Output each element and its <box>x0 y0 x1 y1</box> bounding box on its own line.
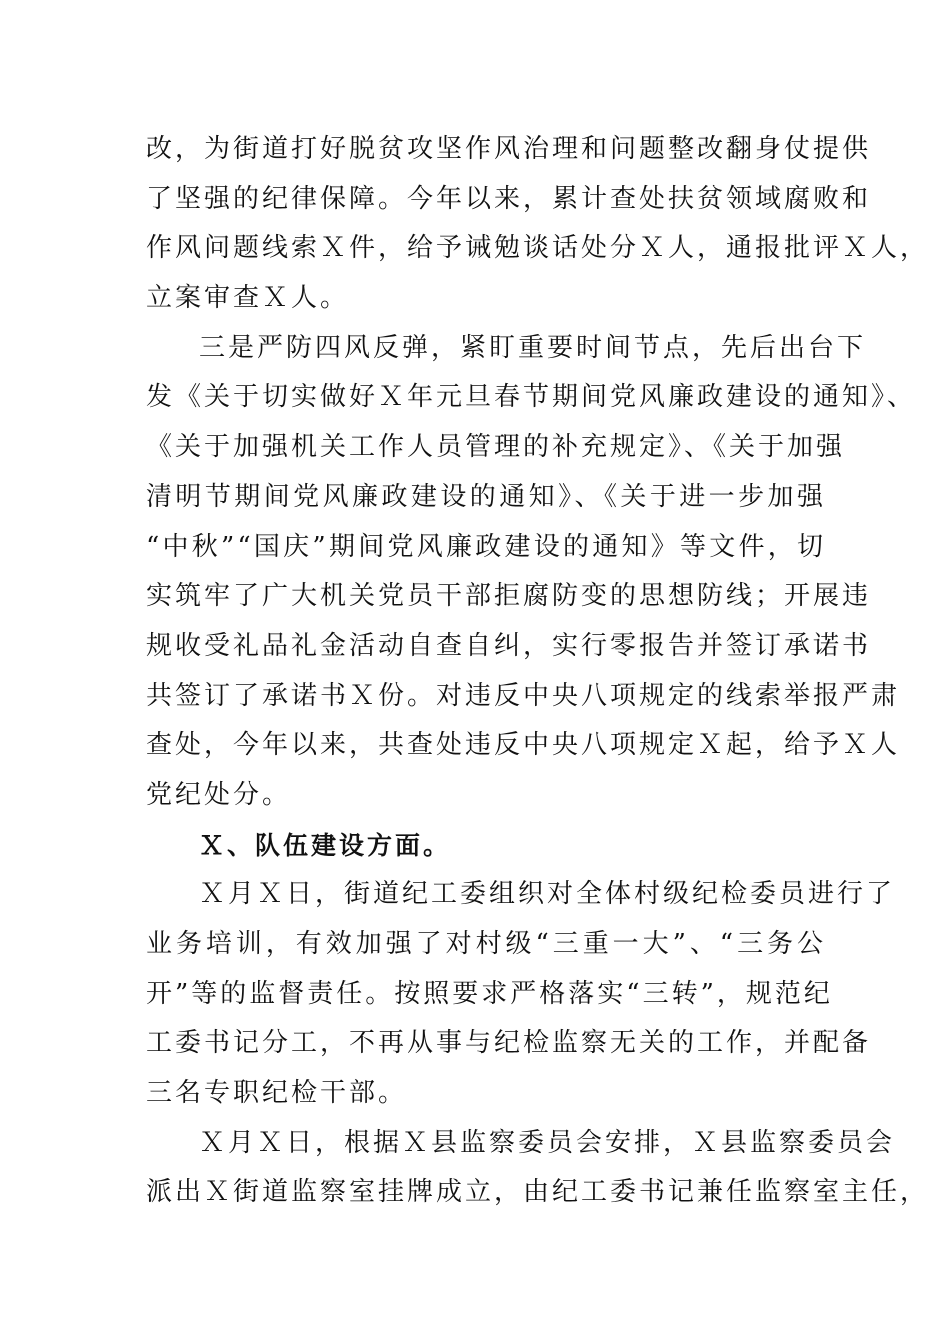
text-line: 作风问题线索Ｘ件，给予诫勉谈话处分Ｘ人，通报批评Ｘ人， <box>146 233 930 264</box>
text-line: Ｘ月Ｘ日，根据Ｘ县监察委员会安排，Ｘ县监察委员会 <box>199 1127 896 1158</box>
text-line: 规收受礼品礼金活动自查自纠，实行零报告并签订承诺书 <box>146 630 872 661</box>
text-line: 发《关于切实做好Ｘ年元旦春节期间党风廉政建设的通知》、 <box>146 382 917 413</box>
text-line: 业务培训，有效加强了对村级“三重一大”、“三务公 <box>146 929 826 959</box>
text-line: 《关于加强机关工作人员管理的补充规定》、《关于加强 <box>146 432 846 463</box>
text-line: 立案审查Ｘ人。 <box>146 283 350 314</box>
text-line: 共签订了承诺书Ｘ份。对违反中央八项规定的线索举报严肃 <box>146 680 901 711</box>
text-line: 清明节期间党风廉政建设的通知》、《关于进一步加强 <box>146 481 826 512</box>
text-line: 查处，今年以来，共查处违反中央八项规定Ｘ起，给予Ｘ人 <box>146 730 901 761</box>
text-line: “中秋”“国庆”期间党风廉政建设的通知》等文件，切 <box>146 531 826 562</box>
text-line: 改，为街道打好脱贫攻坚作风治理和问题整改翻身仗提供 <box>146 134 872 164</box>
text-line: 派出Ｘ街道监察室挂牌成立，由纪工委书记兼任监察室主任， <box>146 1177 930 1208</box>
text-line: 了坚强的纪律保障。今年以来，累计查处扶贫领域腐败和 <box>146 183 872 214</box>
text-line: 三是严防四风反弹，紧盯重要时间节点，先后出台下 <box>199 332 867 363</box>
section-heading: Ｘ、队伍建设方面。 <box>199 830 452 860</box>
text-line: 党纪处分。 <box>146 779 292 810</box>
text-line: 工委书记分工，不再从事与纪检监察无关的工作，并配备 <box>146 1028 872 1059</box>
text-line: Ｘ月Ｘ日，街道纪工委组织对全体村级纪检委员进行了 <box>199 879 896 910</box>
text-line: 实筑牢了广大机关党员干部拒腐防变的思想防线；开展违 <box>146 581 872 612</box>
document-body <box>146 125 930 1218</box>
text-line: 三名专职纪检干部。 <box>146 1078 408 1109</box>
text-line: 开”等的监督责任。按照要求严格落实“三转”，规范纪 <box>146 978 833 1009</box>
